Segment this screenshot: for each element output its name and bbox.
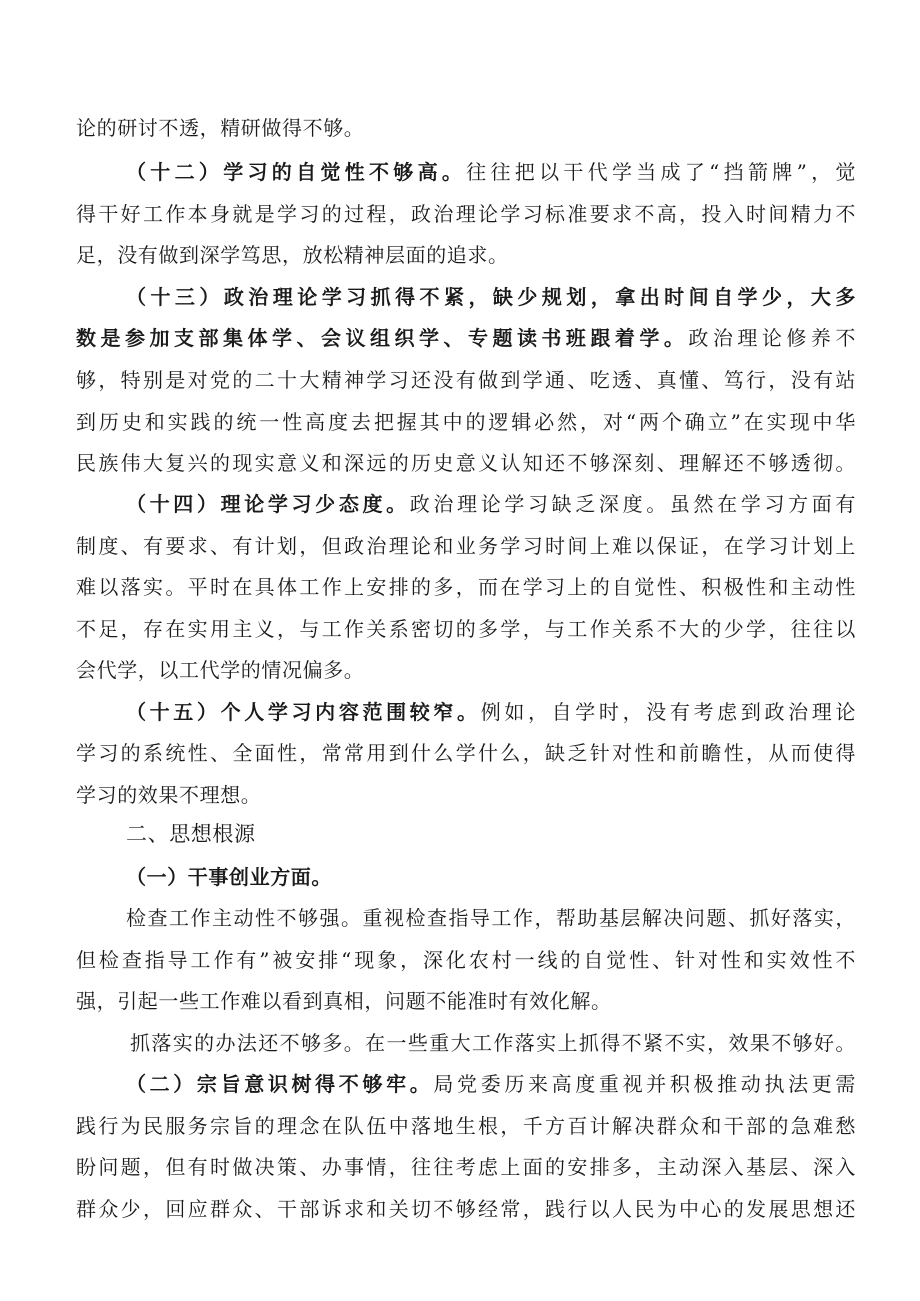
line-text: 学习的系统性、全面性，常常用到什么学什么，缺乏针对性和前瞻性，从而使得 (76, 741, 856, 765)
line-text: 政治理论学习缺乏深度。虽然在学习方面有 (409, 492, 856, 516)
line-text: 往往把以干代学当成了“挡箭牌”，觉 (466, 160, 856, 184)
line-text: 难以落实。平时在具体工作上安排的多，而在学习上的自觉性、积极性和主动性 (76, 575, 856, 599)
line-text: 局党委历来高度重视并积极推动执法更需 (433, 1072, 856, 1096)
text-line (126, 1070, 856, 1098)
text-line (76, 324, 856, 352)
text-line (76, 200, 856, 228)
text-line (76, 449, 856, 477)
text-line (76, 1195, 856, 1223)
text-line (76, 1153, 856, 1181)
text-line (126, 904, 856, 932)
line-text: 足，没有做到深学笃思，放松精神层面的追求。 (76, 243, 509, 267)
text-line (76, 781, 856, 809)
item-heading: （十四）理论学习少态度。 (126, 492, 410, 516)
line-text: 群众少，回应群众、干部诉求和关切不够经常，践行以人民为中心的发展思想还 (76, 1197, 856, 1221)
line-text: 不足，存在实用主义，与工作关系密切的多学，与工作关系不大的少学，往往以 (76, 617, 856, 641)
line-text: 民族伟大复兴的现实意义和深远的历史意义认知还不够深刻、理解还不够透彻。 (76, 451, 856, 475)
text-line (76, 408, 856, 436)
item-heading: 数是参加支部集体学、会议组织学、专题读书班跟着学。 (76, 326, 689, 350)
text-line (76, 656, 856, 684)
text-line (130, 1029, 856, 1057)
text-line (76, 987, 856, 1015)
line-text: 制度、有要求、有计划，但政治理论和业务学习时间上难以保证，在学习计划上 (76, 534, 856, 558)
line-text: 抓落实的办法还不够多。在一些重大工作落实上抓得不紧不实，效果不够好。 (130, 1031, 856, 1055)
line-text: 会代学，以工代学的情况偏多。 (76, 658, 365, 682)
line-text: 践行为民服务宗旨的理念在队伍中落地生根，千方百计解决群众和干部的急难愁 (76, 1114, 856, 1138)
line-text: 但检查指导工作有”被安排“现象，深化农村一线的自觉性、针对性和实效性不 (76, 948, 856, 972)
text-line (126, 698, 856, 726)
text-line (126, 158, 856, 186)
section-title: 二、思想根源 (126, 822, 256, 846)
text-line (76, 946, 856, 974)
section-heading (126, 820, 906, 848)
line-text: 学习的效果不理想。 (76, 783, 262, 807)
item-heading: （十五）个人学习内容范围较窄。 (126, 700, 481, 724)
item-heading: （十三）政治理论学习抓得不紧，缺少规划，拿出时间自学少，大多 (126, 285, 856, 309)
text-line (76, 532, 856, 560)
text-line (76, 1112, 856, 1140)
text-line (76, 241, 856, 269)
line-text: 强，引起一些工作难以看到真相，问题不能准时有效化解。 (76, 989, 612, 1013)
text-line (76, 615, 856, 643)
text-line (76, 573, 856, 601)
item-heading: （二）宗旨意识树得不够牢。 (126, 1072, 434, 1096)
item-heading: （一）干事创业方面。 (126, 865, 332, 889)
line-text: 得干好工作本身就是学习的过程，政治理论学习标准要求不高，投入时间精力不 (76, 202, 856, 226)
line-text: 够，特别是对党的二十大精神学习还没有做到学通、吃透、真懂、笃行，没有站 (76, 368, 856, 392)
line-text: 例如，自学时，没有考虑到政治理论 (480, 700, 856, 724)
text-line (76, 739, 856, 767)
line-text: 论的研讨不透，精研做得不够。 (76, 116, 365, 140)
line-text: 盼问题，但有时做决策、办事情，往往考虑上面的安排多，主动深入基层、深入 (76, 1155, 856, 1179)
item-heading: （十二）学习的自觉性不够高。 (126, 160, 467, 184)
text-line (126, 283, 856, 311)
text-line (126, 863, 856, 891)
text-line (76, 366, 856, 394)
text-line (126, 490, 856, 518)
line-text: 到历史和实践的统一性高度去把握其中的逻辑必然，对“两个确立”在实现中华 (76, 410, 856, 434)
line-text: 检查工作主动性不够强。重视检查指导工作，帮助基层解决问题、抓好落实， (126, 906, 856, 930)
line-text: 政治理论修养不 (688, 326, 857, 350)
text-line (76, 114, 856, 142)
